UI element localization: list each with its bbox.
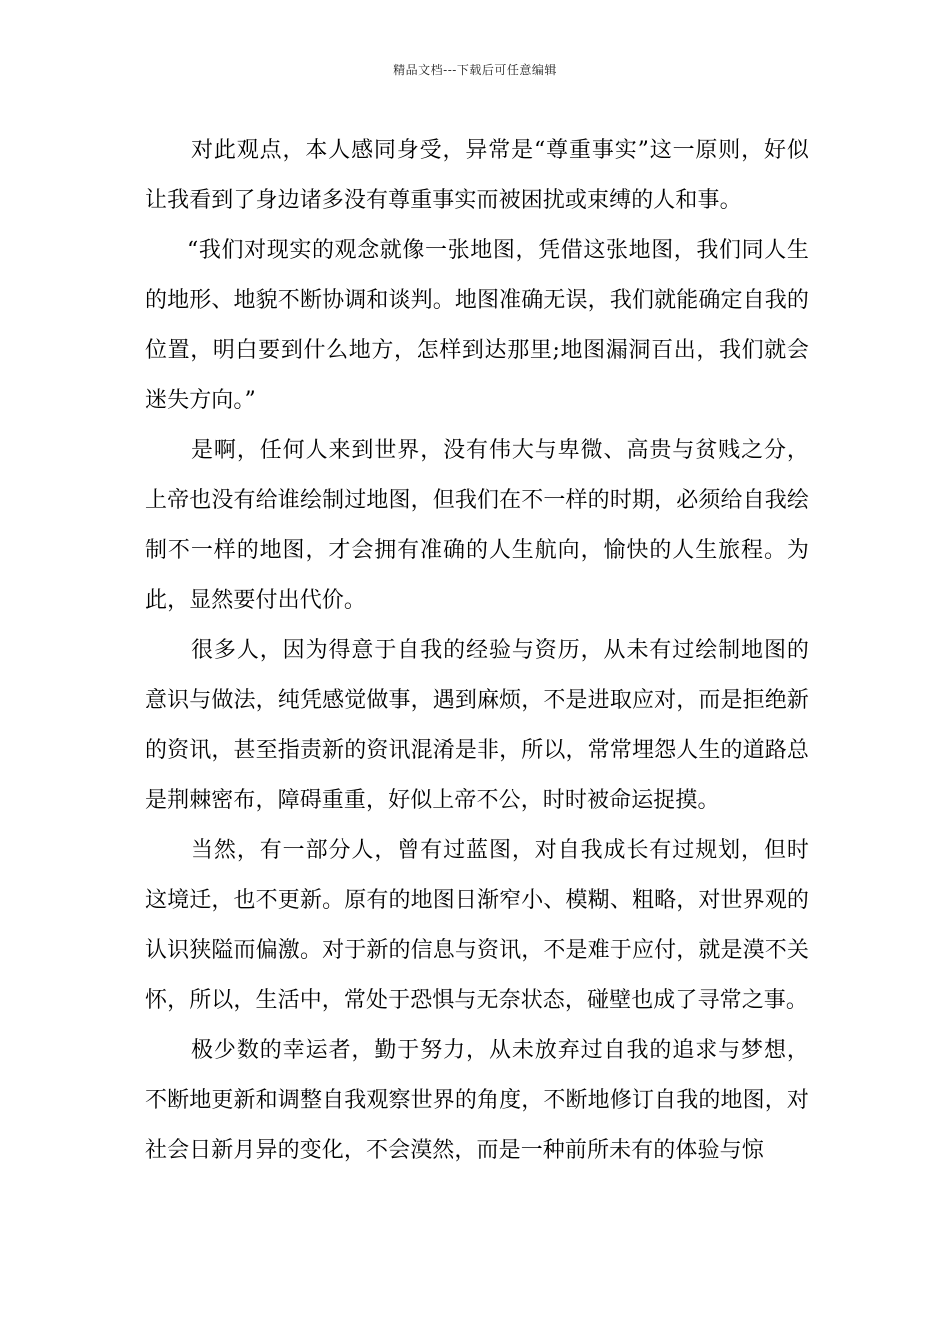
paragraph-3: 是啊，任何人来到世界，没有伟大与卑微、高贵与贫贱之分，上帝也没有给谁绘制过地图，但我们在不一样的时期，必须给自我绘制不一样的地图，才会拥有准确的人生航向，愉快的人生旅程。为此，显然要付出代价。 [145,438,809,613]
paragraph-1: 对此观点，本人感同身受，异常是“尊重事实”这一原则，好似让我看到了身边诸多没有尊重事实而被困扰或束缚的人和事。 [145,138,809,213]
paragraph-6: 极少数的幸运者，勤于努力，从未放弃过自我的追求与梦想，不断地更新和调整自我观察世界的角度，不断地修订自我的地图，对社会日新月异的变化，不会漠然，而是一种前所未有的体验与惊 [145,1038,809,1163]
paragraph-4: 很多人，因为得意于自我的经验与资历，从未有过绘制地图的意识与做法，纯凭感觉做事，遇到麻烦，不是进取应对，而是拒绝新的资讯，甚至指责新的资讯混淆是非，所以，常常埋怨人生的道路总是荆棘密布，障碍重重，好似上帝不公，时时被命运捉摸。 [145,638,809,813]
paragraph-2-quote: “我们对现实的观念就像一张地图，凭借这张地图，我们同人生的地形、地貌不断协调和谈判。地图准确无误，我们就能确定自我的位置，明白要到什么地方，怎样到达那里;地图漏洞百出，我们就会迷失方向。” [145,238,809,413]
page-header: 精品文档---下载后可任意编辑 [393,63,557,77]
document-body [145,126,809,1176]
paragraph-5: 当然，有一部分人，曾有过蓝图，对自我成长有过规划，但时这境迁，也不更新。原有的地图日渐窄小、模糊、粗略，对世界观的认识狭隘而偏激。对于新的信息与资讯，不是难于应付，就是漠不关怀，所以，生活中，常处于恐惧与无奈状态，碰壁也成了寻常之事。 [145,838,809,1013]
